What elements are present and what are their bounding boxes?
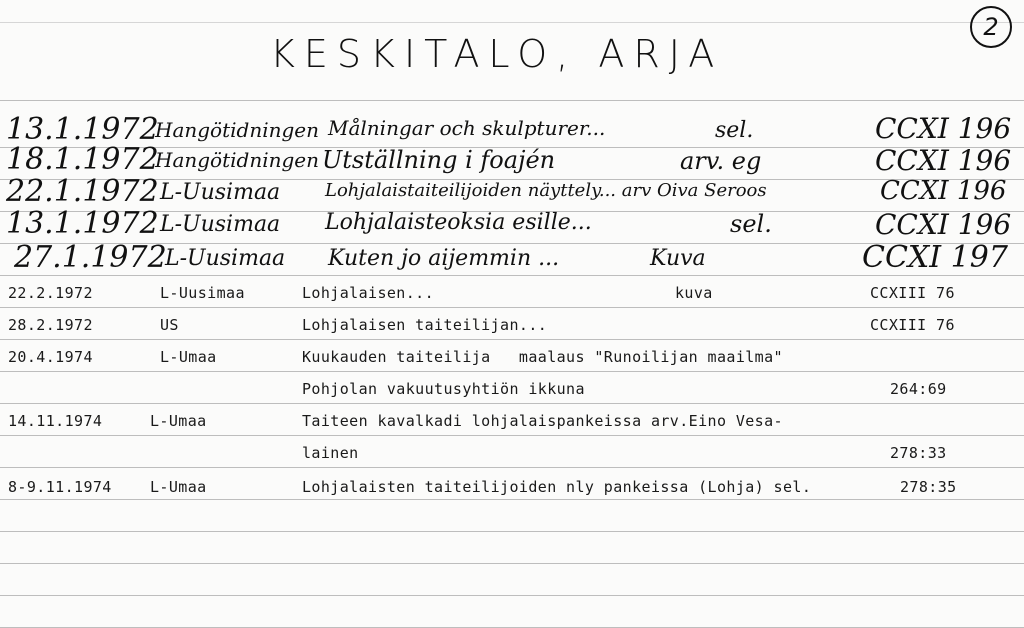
entry-date: 28.2.1972 <box>8 316 93 334</box>
entry-ref: CCXI 196 <box>875 208 1012 241</box>
entry-paper: US <box>160 316 179 334</box>
entry-note: Kuva <box>650 246 706 271</box>
rule-line <box>0 532 1024 564</box>
entry-ref: CCXIII 76 <box>870 284 955 302</box>
entry-date: 20.4.1974 <box>8 348 93 366</box>
entry-date: 22.1.1972 <box>6 174 159 209</box>
rule-line <box>0 436 1024 468</box>
entry-ref: CCXI 196 <box>875 112 1012 145</box>
entry-date: 8-9.11.1974 <box>8 478 112 496</box>
entry-note: sel. <box>715 118 754 143</box>
rule-line <box>0 83 1024 101</box>
entry-subject: Utställning i foajén <box>322 146 556 174</box>
entry-paper: L-Uusimaa <box>165 246 286 271</box>
entry-subject: Kuten jo aijemmin ... <box>328 246 560 271</box>
entry-subject: lainen <box>302 444 359 462</box>
entry-subject: Lohjalaisten taiteilijoiden nly pankeissa (Lohja) sel. <box>302 478 812 496</box>
entry-date: 18.1.1972 <box>6 142 159 177</box>
entry-ref: CCXI 197 <box>862 240 1008 275</box>
entry-subject: Pohjolan vakuutusyhtiön ikkuna <box>302 380 585 398</box>
entry-subject: Taiteen kavalkadi lohjalaispankeissa arv.Eino Vesa- <box>302 412 783 430</box>
entry-date: 22.2.1972 <box>8 284 93 302</box>
rule-line <box>0 596 1024 628</box>
top-rule <box>0 0 1024 23</box>
entry-ref: CCXI 196 <box>880 176 1007 206</box>
entry-note: arv. eg <box>680 147 762 175</box>
entry-subject: Kuukauden taiteilija maalaus "Runoilijan maailma" <box>302 348 783 366</box>
entry-ref: 278:35 <box>900 478 957 496</box>
entry-paper: L-Umaa <box>150 478 207 496</box>
card-title: KESKITALO, ARJA <box>270 32 724 76</box>
entry-paper: Hangötidningen <box>155 118 320 142</box>
entry-paper: Hangötidningen <box>155 148 320 172</box>
entry-paper: L-Uusimaa <box>160 212 281 237</box>
entry-subject: Lohjalaisen taiteilijan... <box>302 316 548 334</box>
entry-ref: 264:69 <box>890 380 947 398</box>
entry-subject: Målningar och skulpturer... <box>328 116 606 140</box>
entry-ref: CCXIII 76 <box>870 316 955 334</box>
rule-line <box>0 500 1024 532</box>
entry-date: 13.1.1972 <box>6 112 159 147</box>
rule-line <box>0 564 1024 596</box>
entry-paper: L-Umaa <box>150 412 207 430</box>
entry-subject: Lohjalaisteoksia esille... <box>325 210 592 235</box>
entry-note: sel. <box>730 210 772 238</box>
entry-paper: L-Umaa <box>160 348 217 366</box>
entry-subject: Lohjalaisen... <box>302 284 435 302</box>
entry-note: kuva <box>675 284 713 302</box>
card-number-badge: 2 <box>970 6 1012 48</box>
entry-ref: CCXI 196 <box>875 144 1012 177</box>
entry-date: 27.1.1972 <box>14 240 167 275</box>
entry-date: 14.11.1974 <box>8 412 103 430</box>
entry-paper: L-Uusimaa <box>160 284 245 302</box>
entry-subject: Lohjalaistaiteilijoiden näyttely... arv Oiva Seroos <box>325 180 767 201</box>
entry-paper: L-Uusimaa <box>160 180 281 205</box>
entry-ref: 278:33 <box>890 444 947 462</box>
entry-date: 13.1.1972 <box>6 206 159 241</box>
